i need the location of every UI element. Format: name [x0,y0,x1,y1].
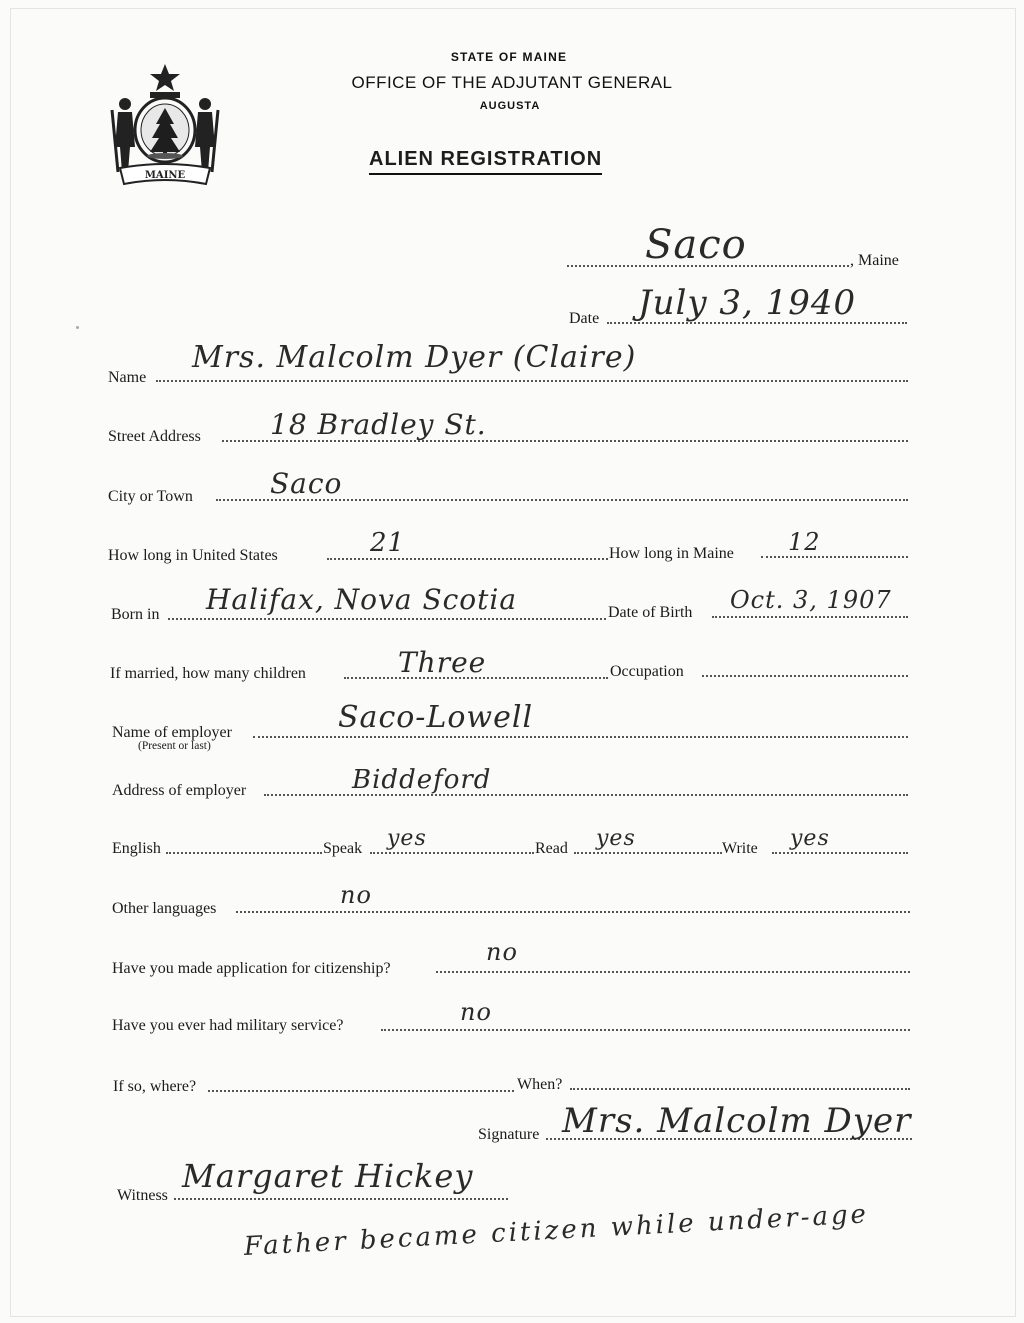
date-label: Date [569,310,600,327]
citizenship-label: Have you made application for citizenship? [112,960,391,977]
other-languages-line [236,911,910,913]
dob-value: Oct. 3, 1907 [730,586,892,614]
born-value: Halifax, Nova Scotia [206,583,518,616]
where-line [208,1090,514,1092]
name-line [156,380,908,382]
employer-line [253,736,908,738]
occupation-label: Occupation [610,663,684,680]
years-maine-line [761,556,908,558]
years-us-label: How long in United States [108,547,278,564]
when-line [570,1088,910,1090]
children-label: If married, how many children [110,665,306,682]
city-label: City or Town [108,488,193,505]
military-line [381,1029,910,1031]
other-languages-label: Other languages [112,900,217,917]
header-city: AUGUSTA [479,100,541,112]
header-state: STATE OF MAINE [450,50,568,64]
signature-label: Signature [478,1126,540,1143]
military-label: Have you ever had military service? [112,1017,344,1034]
born-label: Born in [111,606,160,623]
date-value: July 3, 1940 [638,283,857,323]
years-us-value: 21 [370,528,406,558]
military-value: no [460,998,492,1026]
occupation-line [702,675,908,677]
street-label: Street Address [108,428,201,445]
witness-label: Witness [117,1187,168,1204]
years-maine-value: 12 [788,528,821,556]
speck [76,326,79,329]
name-label: Name [108,369,147,386]
employer-label: Name of employer [112,724,232,741]
street-value: 18 Bradley St. [270,408,487,441]
place-value: Saco [645,222,747,268]
dob-line [712,616,908,618]
city-value: Saco [270,467,343,500]
write-line [772,852,908,854]
employer-value: Saco-Lowell [338,700,534,735]
children-value: Three [398,646,487,679]
when-label: When? [517,1076,563,1093]
seal-banner-text: MAINE [144,170,186,181]
witness-value: Margaret Hickey [182,1157,474,1195]
read-line [574,852,722,854]
header-office: OFFICE OF THE ADJUTANT GENERAL [351,73,673,92]
speak-label: Speak [323,840,363,857]
english-line [166,852,322,854]
note-text: Father became citizen while under-age [243,1199,870,1262]
english-label: English [112,840,161,857]
write-value: yes [790,826,830,851]
witness-line [174,1198,508,1200]
read-value: yes [596,826,636,851]
page-title: ALIEN REGISTRATION [369,148,602,175]
citizenship-value: no [486,938,518,966]
other-languages-value: no [340,881,372,909]
years-us-line [327,558,608,560]
place-suffix: , Maine [850,252,899,269]
speak-value: yes [387,826,427,851]
employer-sublabel: (Present or last) [138,740,211,752]
write-label: Write [722,840,758,857]
years-maine-label: How long in Maine [609,545,734,562]
born-line [168,618,606,620]
speak-line [370,852,534,854]
name-value: Mrs. Malcolm Dyer (Claire) [192,340,637,375]
read-label: Read [535,840,568,857]
signature-value: Mrs. Malcolm Dyer [562,1101,912,1141]
citizenship-line [436,971,910,973]
dob-label: Date of Birth [608,604,693,621]
employer-address-value: Biddeford [352,765,492,795]
where-label: If so, where? [113,1078,197,1095]
employer-address-label: Address of employer [112,782,247,799]
